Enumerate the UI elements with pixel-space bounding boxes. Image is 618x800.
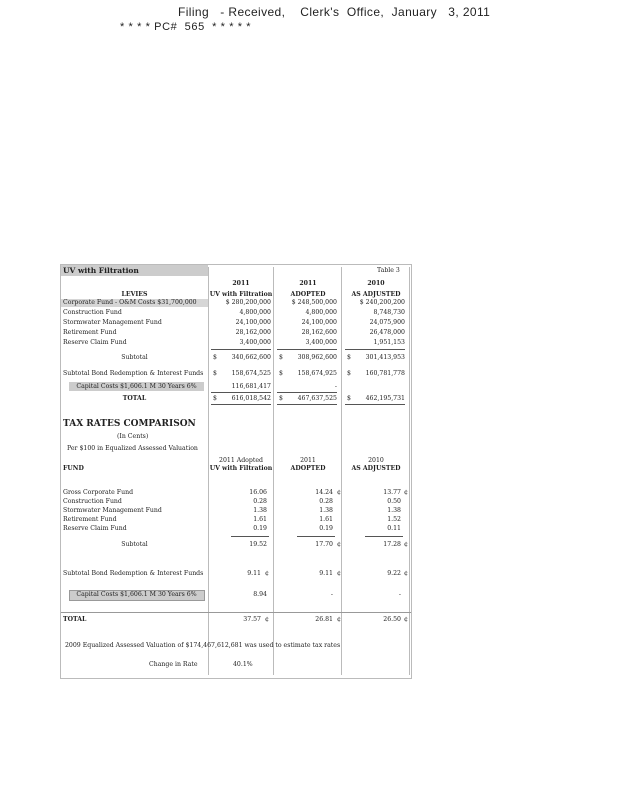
cent-sign: ¢ (337, 616, 341, 623)
t1-row-value: 8,748,730 (373, 309, 405, 316)
t1-bond-value: 160,781,778 (365, 370, 405, 377)
t2-fund-head: FUND (63, 465, 84, 472)
t2-col-subhead-1: UV with Filtration (209, 465, 273, 472)
t1-total-value: 462,195,731 (365, 395, 405, 402)
t2-capital-label: Capital Costs $1,606.1 M 30 Years 6% (76, 591, 197, 598)
t2-row-value: 1.61 (319, 516, 333, 523)
t2-col-head-2: 2011 (300, 457, 316, 464)
t1-row-value: 4,800,000 (305, 309, 337, 316)
t1-row-label: Reserve Claim Fund (63, 339, 127, 346)
dollar-sign: $ (279, 370, 283, 377)
table2-subtitle-basis: Per $100 in Equalized Assessed Valuation (67, 445, 198, 452)
t2-bond-value: 9.11 (247, 570, 261, 577)
cent-sign: ¢ (404, 541, 408, 548)
t1-row-label: Corporate Fund - O&M Costs $31,700,000 (63, 299, 197, 306)
t1-col-head-1: UV with Filtration (209, 291, 273, 298)
t2-row-value: 0.50 (387, 498, 401, 505)
t1-subtotal-value: 340,662,600 (231, 354, 271, 361)
table1-label: Table 3 (377, 267, 400, 274)
filing-stamp-line: Filing - Received, Clerk's Office, January 3, 2011 (178, 5, 491, 19)
t2-subtotal-value: 17.28 (383, 541, 401, 548)
t2-bond-value: 9.11 (319, 570, 333, 577)
t1-year-2: 2011 (299, 280, 317, 287)
cent-sign: ¢ (404, 570, 408, 577)
t2-row-value: 1.38 (253, 507, 267, 514)
t2-row-value: 0.19 (253, 525, 267, 532)
t2-row-value: 0.28 (319, 498, 333, 505)
t2-col-subhead-2: ADOPTED (290, 465, 326, 472)
t2-row-label: Construction Fund (63, 498, 122, 505)
cent-sign: ¢ (265, 570, 269, 577)
cent-sign: ¢ (404, 489, 408, 496)
valuation-note: 2009 Equalized Assessed Valuation of $174,467,612,681 was used to estimate tax rates (65, 642, 341, 649)
t2-row-value: 0.28 (253, 498, 267, 505)
t1-subtotal-value: 301,413,953 (365, 354, 405, 361)
t1-year-3: 2010 (367, 280, 385, 287)
t1-row-value: $ 240,200,200 (359, 299, 405, 306)
t2-capital-value: 8.94 (253, 591, 267, 598)
t2-col-head-1: 2011 Adopted (219, 457, 263, 464)
t2-row-value: 1.38 (319, 507, 333, 514)
t1-row-value: 26,478,000 (369, 329, 405, 336)
t1-row-label: Stormwater Management Fund (63, 319, 162, 326)
t1-bond-value: 158,674,925 (297, 370, 337, 377)
cent-sign: ¢ (337, 489, 341, 496)
t2-subtotal-value: 19.52 (249, 541, 267, 548)
t1-row-value: 24,100,000 (301, 319, 337, 326)
t2-total-value: 26.81 (315, 616, 333, 623)
t2-col-subhead-3: AS ADJUSTED (351, 465, 401, 472)
t1-row-value: 3,400,000 (239, 339, 271, 346)
t1-row-label: Construction Fund (63, 309, 122, 316)
t1-capital-label: Capital Costs $1,606.1 M 30 Years 6% (76, 383, 197, 390)
t2-total-value: 26.50 (383, 616, 401, 623)
dollar-sign: $ (347, 354, 351, 361)
cent-sign: ¢ (404, 616, 408, 623)
cent-sign: ¢ (337, 570, 341, 577)
t1-bond-label: Subtotal Bond Redemption & Interest Funds (63, 370, 204, 377)
t2-row-label: Stormwater Management Fund (63, 507, 162, 514)
t2-row-value: 13.77 (383, 489, 401, 496)
t2-total-value: 37.57 (243, 616, 261, 623)
t1-row-label: Retirement Fund (63, 329, 117, 336)
t2-row-label: Reserve Claim Fund (63, 525, 127, 532)
t1-capital-value: - (334, 383, 337, 390)
t1-row-value: $ 280,200,000 (225, 299, 271, 306)
dollar-sign: $ (213, 395, 217, 402)
t2-row-value: 1.52 (387, 516, 401, 523)
t1-total-value: 467,637,525 (297, 395, 337, 402)
change-in-rate-label: Change in Rate (149, 661, 198, 668)
cent-sign: ¢ (337, 541, 341, 548)
t1-subtotal-label: Subtotal (121, 354, 148, 361)
t2-row-label: Gross Corporate Fund (63, 489, 134, 496)
t1-col-head-2: ADOPTED (290, 291, 326, 298)
t2-row-value: 16.06 (249, 489, 267, 496)
t1-row-value: 4,800,000 (239, 309, 271, 316)
t1-levies-head: LEVIES (121, 291, 148, 298)
dollar-sign: $ (279, 395, 283, 402)
dollar-sign: $ (279, 354, 283, 361)
t2-row-value: 0.19 (319, 525, 333, 532)
t2-subtotal-label: Subtotal (121, 541, 148, 548)
dollar-sign: $ (347, 370, 351, 377)
t2-row-value: 1.61 (253, 516, 267, 523)
t1-row-value: 24,075,900 (369, 319, 405, 326)
t1-row-value: $ 248,500,000 (291, 299, 337, 306)
scanned-spreadsheet (60, 264, 412, 679)
pc-number-line: * * * * PC# 565 * * * * * (120, 21, 252, 33)
t1-capital-value: 116,681,417 (231, 383, 271, 390)
t2-bond-value: 9.22 (387, 570, 401, 577)
t2-capital-value: - (330, 591, 333, 598)
t2-row-value: 14.24 (315, 489, 333, 496)
t1-col-head-3: AS ADJUSTED (351, 291, 401, 298)
t1-row-value: 1,951,153 (373, 339, 405, 346)
t2-subtotal-value: 17.70 (315, 541, 333, 548)
t1-year-1: 2011 (232, 280, 250, 287)
t1-row-value: 28,162,000 (235, 329, 271, 336)
change-in-rate-value: 40.1% (233, 661, 253, 668)
t1-row-value: 3,400,000 (305, 339, 337, 346)
t1-subtotal-value: 308,962,600 (297, 354, 337, 361)
t2-col-head-3: 2010 (368, 457, 384, 464)
dollar-sign: $ (347, 395, 351, 402)
t1-row-value: 24,100,000 (235, 319, 271, 326)
t2-row-label: Retirement Fund (63, 516, 117, 523)
t1-row-value: 28,162,600 (301, 329, 337, 336)
t1-total-label: TOTAL (122, 395, 147, 402)
dollar-sign: $ (213, 370, 217, 377)
cent-sign: ¢ (265, 616, 269, 623)
table1-title: UV with Filtration (63, 266, 139, 275)
t1-bond-value: 158,674,525 (231, 370, 271, 377)
t2-row-value: 0.11 (387, 525, 401, 532)
t1-total-value: 616,018,542 (231, 395, 271, 402)
t2-bond-label: Subtotal Bond Redemption & Interest Funds (63, 570, 204, 577)
table2-subtitle-units: (In Cents) (117, 433, 149, 440)
table2-title: TAX RATES COMPARISON (63, 419, 196, 429)
dollar-sign: $ (213, 354, 217, 361)
t2-capital-value: - (398, 591, 401, 598)
t2-total-label: TOTAL (63, 616, 87, 623)
t2-row-value: 1.38 (387, 507, 401, 514)
